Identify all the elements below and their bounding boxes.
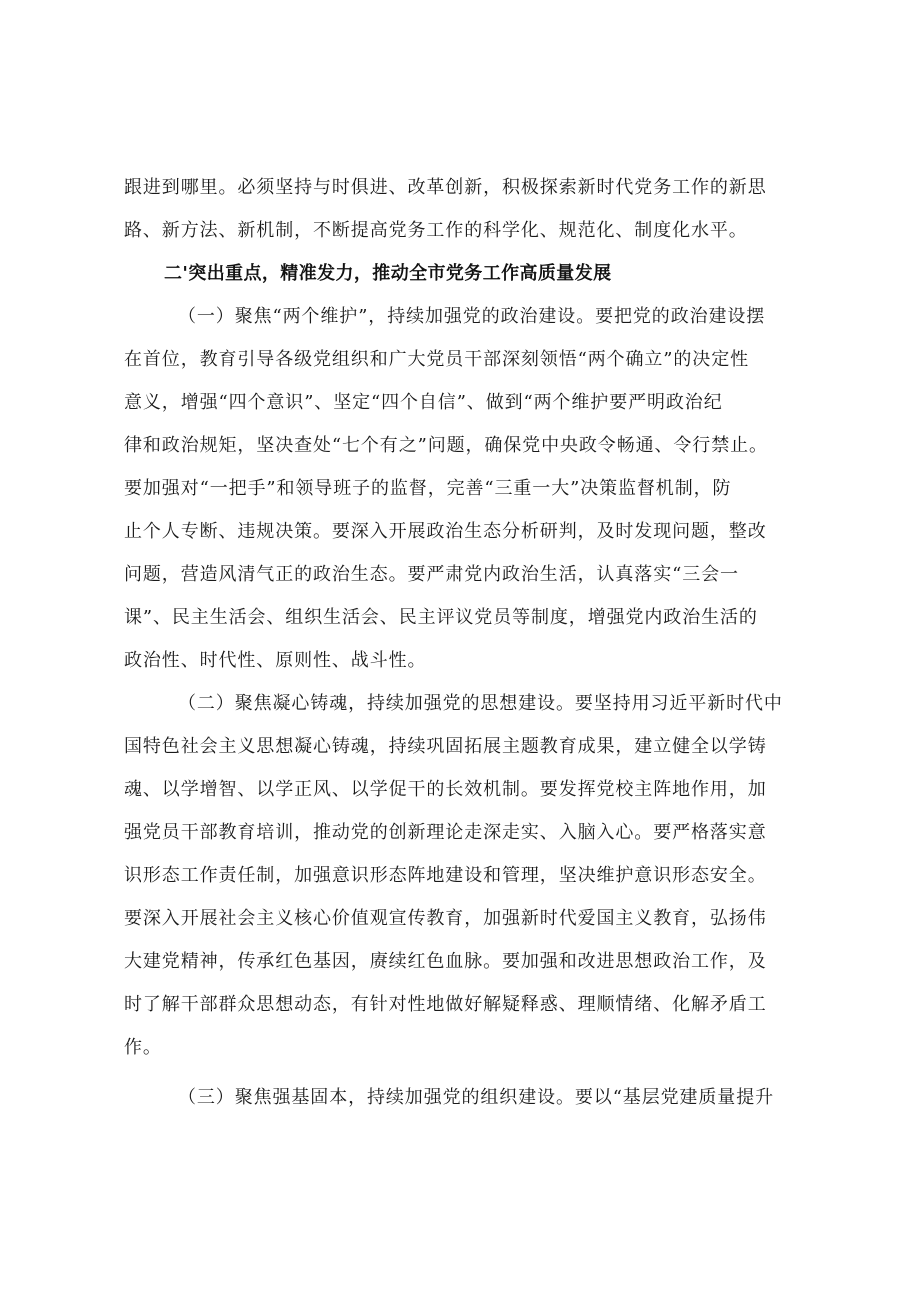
body-text-line: 国特色社会主义思想凝心铸魂，持续巩固拓展主题教育成果，建立健全以学铸 (124, 736, 767, 757)
body-text-line: 识形态工作责任制，加强意识形态阵地建设和管理，坚决维护意识形态安全。 (124, 865, 767, 886)
paragraph-first-line: （一）聚焦“两个维护”，持续加强党的政治建设。要把党的政治建设摆 (178, 306, 766, 327)
body-text-line: 问题，营造风清气正的政治生态。要严肃党内政治生活，认真落实“三会一 (124, 564, 739, 585)
body-text-line: 要加强对“一把手”和领导班子的监督，完善“三重一大”决策监督机制，防 (124, 478, 732, 499)
body-text-line: 律和政治规矩，坚决查处“七个有之”问题，确保党中央政令畅通、令行禁止。 (124, 435, 768, 456)
body-text-line: 要深入开展社会主义核心价值观宣传教育，加强新时代爱国主义教育，弘扬伟 (124, 908, 767, 929)
body-text-line: 政治性、时代性、原则性、战斗性。 (124, 650, 427, 671)
body-text-line: 魂、以学增智、以学正风、以学促干的长效机制。要发挥党校主阵地作用，加 (124, 779, 767, 800)
body-text-line: 跟进到哪里。必须坚持与时俱进、改革创新，积极探索新时代党务工作的新思 (124, 177, 767, 198)
body-text-line: 课”、民主生活会、组织生活会、民主评议党员等制度，增强党内政治生活的 (124, 607, 758, 628)
body-text-line: 大建党精神，传承红色基因，赓续红色血脉。要加强和改进思想政治工作，及 (124, 951, 767, 972)
section-heading: 二'突出重点，精准发力，推动全市党务工作高质量发展 (164, 263, 612, 284)
paragraph-first-line: （二）聚焦凝心铸魂，持续加强党的思想建设。要坚持用习近平新时代中 (178, 693, 783, 714)
body-text-line: 路、新方法、新机制，不断提高党务工作的科学化、规范化、制度化水平。 (124, 220, 748, 241)
body-text-line: 强党员干部教育培训，推动党的创新理论走深走实、入脑入心。要严格落实意 (124, 822, 767, 843)
body-text-line: 意义，增强“四个意识”、坚定“四个自信”、做到“两个维护要严明政治纪 (124, 392, 723, 413)
body-text-line: 止个人专断、违规决策。要深入开展政治生态分析研判，及时发现问题，整改 (124, 521, 767, 542)
body-text-line: 在首位，教育引导各级党组织和广大党员干部深刻领悟“两个确立”的决定性 (124, 349, 750, 370)
paragraph-first-line: （三）聚焦强基固本，持续加强党的组织建设。要以“基层党建质量提升 (178, 1087, 774, 1108)
body-text-line: 时了解干部群众思想动态，有针对性地做好解疑释惑、理顺情绪、化解矛盾工 (124, 994, 767, 1015)
body-text-line: 作。 (124, 1037, 162, 1058)
